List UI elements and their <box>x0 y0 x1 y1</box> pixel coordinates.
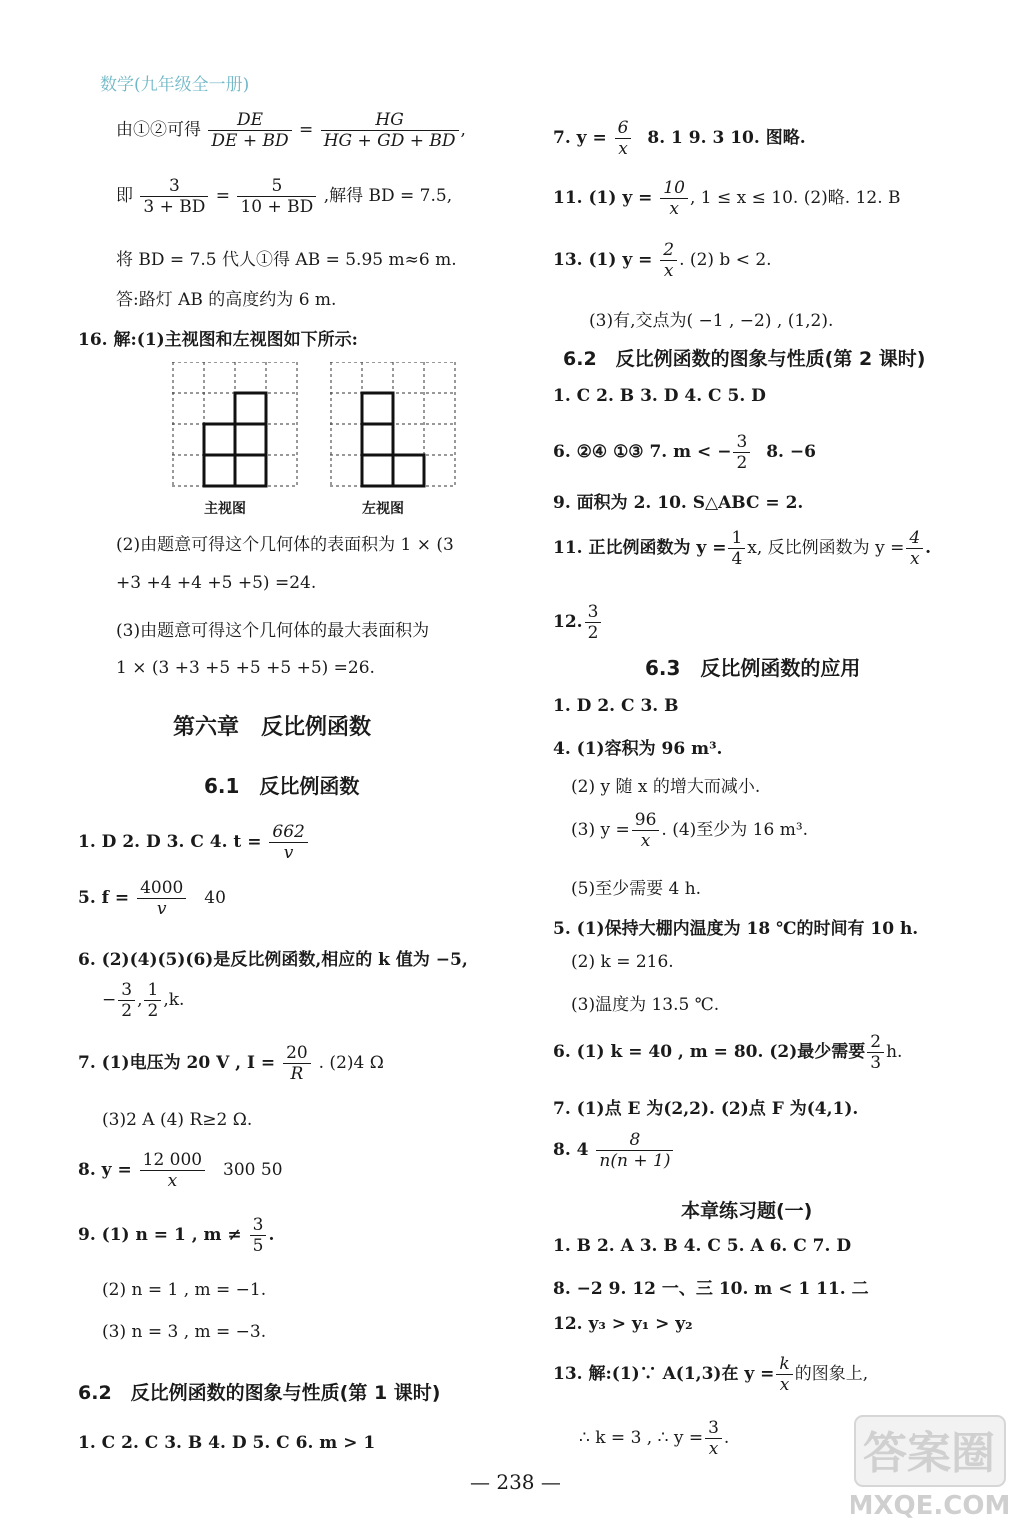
answer-line: 7. (1)点 E 为(2,2). (2)点 F 为(4,1). <box>553 1099 859 1119</box>
answer-line: 8. 4 $\frac{8}{n(n + 1)}$ <box>553 1130 675 1171</box>
answer-line: 1. D 2. D 3. C 4. t = $\frac{662}{v}$ <box>78 822 310 863</box>
header-title: 数学(九年级全一册) <box>100 75 250 95</box>
answer-line: 8. −2 9. 12 一、三 10. m < 1 11. 二 <box>553 1279 869 1299</box>
answer-line: 9. (1) n = 1 , m ≠ $\frac{3}{5}$ . <box>78 1215 275 1256</box>
text-line: 将 BD = 7.5 代人①得 AB = 5.95 m≈6 m. <box>116 250 457 270</box>
answer-line: 6. (1) k = 40 , m = 80. (2)最少需要 $\frac{2}{3}$ h. <box>553 1032 903 1073</box>
chapter-title: 第六章 反比例函数 <box>173 715 372 740</box>
section-title: 6.1 反比例函数 <box>204 774 360 798</box>
answer-line: 4. (1)容积为 96 m³. <box>553 739 723 759</box>
svg-text:答案圈: 答案圈 <box>863 1428 995 1479</box>
text-line: (3)由题意可得这个几何体的最大表面积为 <box>116 621 430 641</box>
equation-2: 即 $\frac{3}{3 + BD}$ = $\frac{5}{10 + BD}$ ,解得 BD = 7.5, <box>116 176 453 217</box>
answer-line: 7. y = $\frac{6}{x}$ 8. 1 9. 3 10. 图略. <box>553 118 806 159</box>
answer-line: 8. y = $\frac{12 000}{x}$ 300 50 <box>78 1150 283 1191</box>
answer-line: (3)有,交点为( −1 , −2) , (1,2). <box>589 311 834 331</box>
answer-line: 1. D 2. C 3. B <box>553 696 679 716</box>
answer-line: 5. (1)保持大棚内温度为 18 ℃的时间有 10 h. <box>553 919 919 939</box>
answer-line: 1. C 2. B 3. D 4. C 5. D <box>553 386 766 406</box>
answer-line: ∴ k = 3 , ∴ y = $\frac{3}{x}$ . <box>579 1418 730 1459</box>
watermark-logo <box>851 1414 1011 1524</box>
section-title: 6.3 反比例函数的应用 <box>645 656 861 680</box>
answer-line: 5. f = $\frac{4000}{v}$ 40 <box>78 878 226 919</box>
answer-line: (3) y = $\frac{96}{x}$ . (4)至少为 16 m³. <box>571 810 809 851</box>
left-view-caption: 左视图 <box>362 501 404 517</box>
text-line: 答:路灯 AB 的高度约为 6 m. <box>116 290 337 310</box>
answer-line: (3) n = 3 , m = −3. <box>102 1322 267 1342</box>
section-title: 6.2 反比例函数的图象与性质(第 1 课时) <box>78 1382 441 1404</box>
page-number: — 238 — <box>470 1470 561 1494</box>
text-line: (2)由题意可得这个几何体的表面积为 1 × (3 <box>116 535 454 555</box>
text-line: +3 +4 +4 +5 +5) =24. <box>116 573 317 593</box>
answer-line: − $\frac{3}{2}$ , $\frac{1}{2}$ ,k. <box>102 980 185 1021</box>
answer-line: 13. (1) y = $\frac{2}{x}$ . (2) b < 2. <box>553 240 772 281</box>
left-view-grid <box>330 362 456 492</box>
answer-line: 12. y₃ > y₁ > y₂ <box>553 1314 693 1334</box>
answer-line: (2) n = 1 , m = −1. <box>102 1280 267 1300</box>
main-view-grid <box>172 362 298 492</box>
question-16: 16. 解:(1)主视图和左视图如下所示: <box>78 330 358 350</box>
answer-line: 7. (1)电压为 20 V , I = $\frac{20}{R}$ . (2)4 Ω <box>78 1043 384 1084</box>
section-title: 本章练习题(一) <box>681 1200 813 1222</box>
answer-line: (5)至少需要 4 h. <box>571 879 702 899</box>
answer-line: 6. ②④ ①③ 7. m < − $\frac{3}{2}$ 8. −6 <box>553 432 816 473</box>
answer-line: (3)温度为 13.5 ℃. <box>571 995 720 1015</box>
text-line: 1 × (3 +3 +5 +5 +5 +5) =26. <box>116 658 375 678</box>
answer-line: (2) k = 216. <box>571 952 674 972</box>
answer-line: (3)2 A (4) R≥2 Ω. <box>102 1110 253 1130</box>
answer-line: 13. 解:(1)∵ A(1,3)在 y = $\frac{k}{x}$ 的图象上, <box>553 1354 869 1395</box>
answer-line: 12. $\frac{3}{2}$ <box>553 602 603 643</box>
answer-line: 11. 正比例函数为 y = $\frac{1}{4}$ x, 反比例函数为 y = $\frac{4}{x}$ . <box>553 528 932 569</box>
answer-line: 11. (1) y = $\frac{10}{x}$ , 1 ≤ x ≤ 10. (2)略. 12. B <box>553 178 901 219</box>
equation-1: 由①②可得 $\frac{DE}{DE + BD}$ = $\frac{HG}{HG + GD + BD}$ , <box>116 110 466 151</box>
main-view-caption: 主视图 <box>204 501 246 517</box>
answer-line: 1. B 2. A 3. B 4. C 5. A 6. C 7. D <box>553 1236 852 1256</box>
answer-line: 1. C 2. C 3. B 4. D 5. C 6. m > 1 <box>78 1433 376 1453</box>
svg-text:MXQE.COM: MXQE.COM <box>851 1491 1011 1521</box>
answer-line: 9. 面积为 2. 10. S△ABC = 2. <box>553 493 804 513</box>
answer-line: 6. (2)(4)(5)(6)是反比例函数,相应的 k 值为 −5, <box>78 950 468 970</box>
section-title: 6.2 反比例函数的图象与性质(第 2 课时) <box>563 348 926 370</box>
answer-line: (2) y 随 x 的增大而减小. <box>571 777 761 797</box>
